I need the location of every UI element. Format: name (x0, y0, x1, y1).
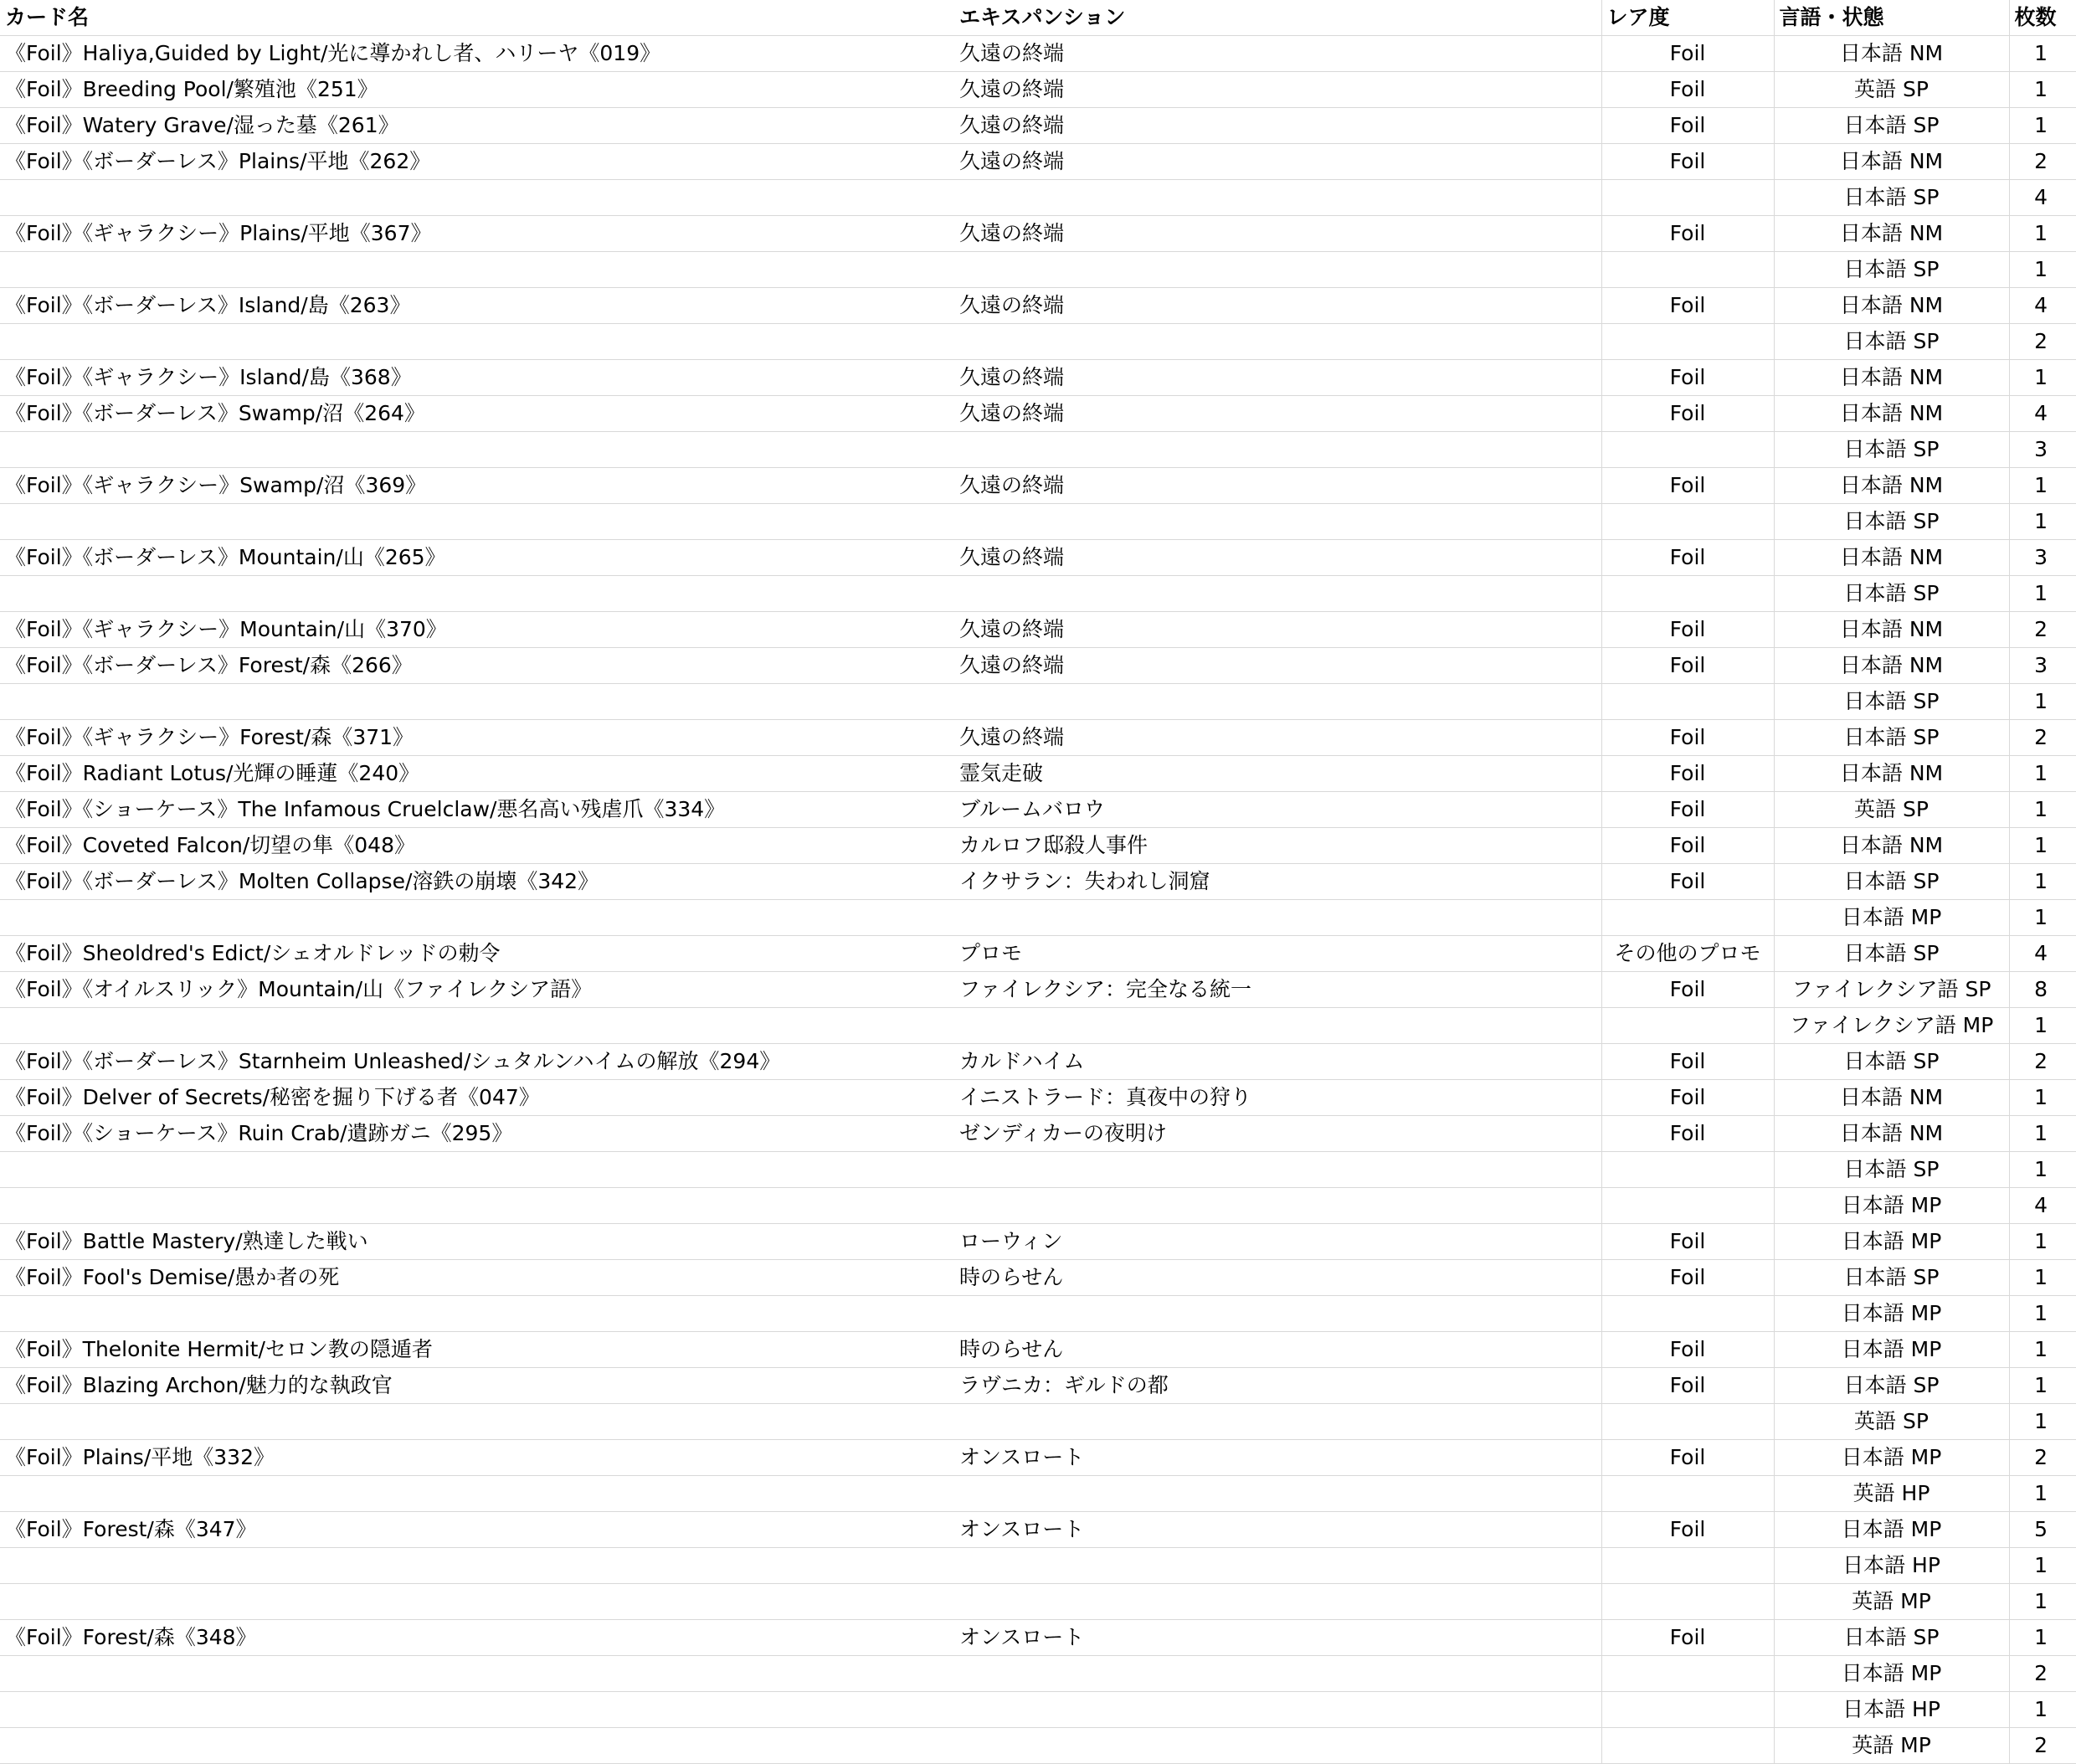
table-row (0, 360, 2076, 396)
cell-card-name[interactable]: 《Foil》《オイルスリック》Mountain/山《ファイレクシア語》 (0, 972, 954, 1008)
cell-rarity[interactable]: Foil (1601, 360, 1774, 396)
header-card-name[interactable]: カード名 (0, 0, 954, 36)
cell-expansion[interactable] (954, 1296, 1601, 1332)
cell-language-condition[interactable]: 日本語 NM (1774, 828, 2009, 864)
cell-expansion[interactable] (954, 1692, 1601, 1728)
table-row (0, 1296, 2076, 1332)
table-row (0, 324, 2076, 360)
cell-rarity[interactable]: Foil (1601, 1044, 1774, 1080)
cell-language-condition[interactable]: 日本語 SP (1774, 1044, 2009, 1080)
cell-quantity[interactable]: 4 (2009, 180, 2076, 216)
table-row (0, 828, 2076, 864)
table-row (0, 1548, 2076, 1584)
cell-language-condition[interactable]: 日本語 SP (1774, 108, 2009, 144)
header-quantity[interactable]: 枚数 (2009, 0, 2076, 36)
cell-rarity[interactable] (1601, 1584, 1774, 1620)
cell-language-condition[interactable]: 日本語 SP (1774, 1152, 2009, 1188)
cell-expansion[interactable] (954, 432, 1601, 468)
table-row (0, 288, 2076, 324)
cell-language-condition[interactable]: 日本語 SP (1774, 720, 2009, 756)
cell-quantity[interactable]: 1 (2009, 756, 2076, 792)
cell-expansion[interactable] (954, 1476, 1601, 1512)
cell-card-name[interactable]: 《Foil》Sheoldred's Edict/シェオルドレッドの勅令 (0, 936, 954, 972)
cell-language-condition[interactable]: 英語 MP (1774, 1584, 2009, 1620)
cell-card-name[interactable]: 《Foil》Battle Mastery/熟達した戦い (0, 1224, 954, 1260)
cell-expansion[interactable]: 久遠の終端 (954, 468, 1601, 504)
table-row (0, 1008, 2076, 1044)
cell-card-name[interactable]: 《Foil》《ショーケース》Ruin Crab/遺跡ガニ《295》 (0, 1116, 954, 1152)
cell-card-name[interactable]: 《Foil》Forest/森《348》 (0, 1620, 954, 1656)
cell-expansion[interactable]: 久遠の終端 (954, 216, 1601, 252)
table-row (0, 504, 2076, 540)
cell-language-condition[interactable]: 日本語 NM (1774, 612, 2009, 648)
cell-quantity[interactable]: 1 (2009, 1260, 2076, 1296)
cell-card-name[interactable]: 《Foil》《ギャラクシー》Forest/森《371》 (0, 720, 954, 756)
cell-language-condition[interactable]: 日本語 NM (1774, 36, 2009, 72)
cell-card-name[interactable] (0, 432, 954, 468)
cell-quantity[interactable]: 1 (2009, 1368, 2076, 1404)
cell-card-name[interactable]: 《Foil》《ボーダーレス》Mountain/山《265》 (0, 540, 954, 576)
cell-language-condition[interactable]: 英語 MP (1774, 1728, 2009, 1764)
cell-quantity[interactable]: 5 (2009, 1512, 2076, 1548)
table-row (0, 1224, 2076, 1260)
cell-language-condition[interactable]: 日本語 NM (1774, 540, 2009, 576)
cell-quantity[interactable]: 1 (2009, 1548, 2076, 1584)
cell-quantity[interactable]: 1 (2009, 1476, 2076, 1512)
cell-rarity[interactable]: Foil (1601, 828, 1774, 864)
cell-card-name[interactable] (0, 324, 954, 360)
cell-quantity[interactable]: 1 (2009, 828, 2076, 864)
cell-language-condition[interactable]: 日本語 SP (1774, 936, 2009, 972)
cell-rarity[interactable] (1601, 252, 1774, 288)
cell-expansion[interactable]: 久遠の終端 (954, 720, 1601, 756)
cell-rarity[interactable] (1601, 684, 1774, 720)
cell-expansion[interactable]: 久遠の終端 (954, 72, 1601, 108)
cell-expansion[interactable]: 久遠の終端 (954, 144, 1601, 180)
cell-expansion[interactable]: ゼンディカーの夜明け (954, 1116, 1601, 1152)
cell-rarity[interactable]: Foil (1601, 36, 1774, 72)
table-row (0, 792, 2076, 828)
table-row (0, 144, 2076, 180)
cell-rarity[interactable]: Foil (1601, 540, 1774, 576)
cell-language-condition[interactable]: ファイレクシア語 SP (1774, 972, 2009, 1008)
cell-language-condition[interactable]: 日本語 NM (1774, 216, 2009, 252)
cell-rarity[interactable]: Foil (1601, 1260, 1774, 1296)
table-row (0, 1260, 2076, 1296)
cell-expansion[interactable]: 久遠の終端 (954, 36, 1601, 72)
cell-language-condition[interactable]: 日本語 NM (1774, 144, 2009, 180)
cell-language-condition[interactable]: 日本語 NM (1774, 288, 2009, 324)
cell-language-condition[interactable]: 日本語 MP (1774, 1332, 2009, 1368)
table-row (0, 576, 2076, 612)
cell-expansion[interactable] (954, 252, 1601, 288)
cell-quantity[interactable]: 1 (2009, 1116, 2076, 1152)
cell-expansion[interactable] (954, 1584, 1601, 1620)
cell-language-condition[interactable]: 日本語 SP (1774, 684, 2009, 720)
cell-quantity[interactable]: 2 (2009, 1656, 2076, 1692)
table-row (0, 1332, 2076, 1368)
cell-card-name[interactable] (0, 504, 954, 540)
cell-language-condition[interactable]: 日本語 NM (1774, 360, 2009, 396)
cell-quantity[interactable]: 2 (2009, 1440, 2076, 1476)
cell-expansion[interactable]: 時のらせん (954, 1332, 1601, 1368)
cell-rarity[interactable]: Foil (1601, 468, 1774, 504)
cell-quantity[interactable]: 2 (2009, 324, 2076, 360)
cell-language-condition[interactable]: 日本語 HP (1774, 1548, 2009, 1584)
cell-card-name[interactable]: 《Foil》Coveted Falcon/切望の隼《048》 (0, 828, 954, 864)
table-row (0, 648, 2076, 684)
cell-language-condition[interactable]: 日本語 MP (1774, 1188, 2009, 1224)
table-row (0, 936, 2076, 972)
table-row (0, 1584, 2076, 1620)
table-row (0, 684, 2076, 720)
cell-rarity[interactable]: Foil (1601, 756, 1774, 792)
cell-language-condition[interactable]: 日本語 SP (1774, 432, 2009, 468)
cell-language-condition[interactable]: 英語 SP (1774, 72, 2009, 108)
cell-quantity[interactable]: 1 (2009, 468, 2076, 504)
cell-expansion[interactable]: 時のらせん (954, 1260, 1601, 1296)
cell-card-name[interactable] (0, 576, 954, 612)
cell-card-name[interactable]: 《Foil》Plains/平地《332》 (0, 1440, 954, 1476)
cell-rarity[interactable]: Foil (1601, 648, 1774, 684)
cell-card-name[interactable]: 《Foil》《ボーダーレス》Forest/森《266》 (0, 648, 954, 684)
cell-rarity[interactable]: Foil (1601, 144, 1774, 180)
cell-quantity[interactable]: 1 (2009, 900, 2076, 936)
cell-card-name[interactable] (0, 1152, 954, 1188)
cell-language-condition[interactable]: 日本語 HP (1774, 1692, 2009, 1728)
cell-quantity[interactable]: 1 (2009, 1404, 2076, 1440)
cell-card-name[interactable] (0, 1656, 954, 1692)
cell-quantity[interactable]: 1 (2009, 792, 2076, 828)
cell-rarity[interactable]: Foil (1601, 396, 1774, 432)
cell-language-condition[interactable]: 日本語 NM (1774, 396, 2009, 432)
cell-quantity[interactable]: 2 (2009, 720, 2076, 756)
cell-rarity[interactable]: Foil (1601, 792, 1774, 828)
cell-rarity[interactable] (1601, 324, 1774, 360)
cell-expansion[interactable]: オンスロート (954, 1512, 1601, 1548)
table-row (0, 972, 2076, 1008)
cell-rarity[interactable]: Foil (1601, 1512, 1774, 1548)
table-row (0, 216, 2076, 252)
table-row (0, 396, 2076, 432)
cell-expansion[interactable]: カルロフ邸殺人事件 (954, 828, 1601, 864)
cell-language-condition[interactable]: 日本語 NM (1774, 1080, 2009, 1116)
cell-rarity[interactable]: Foil (1601, 1620, 1774, 1656)
cell-expansion[interactable]: オンスロート (954, 1440, 1601, 1476)
cell-language-condition[interactable]: 日本語 NM (1774, 468, 2009, 504)
cell-expansion[interactable] (954, 576, 1601, 612)
table-row (0, 1368, 2076, 1404)
cell-expansion[interactable] (954, 180, 1601, 216)
cell-expansion[interactable] (954, 1548, 1601, 1584)
cell-expansion[interactable]: 久遠の終端 (954, 396, 1601, 432)
table-row (0, 1404, 2076, 1440)
cell-language-condition[interactable]: 英語 HP (1774, 1476, 2009, 1512)
cell-language-condition[interactable]: 日本語 SP (1774, 864, 2009, 900)
header-rarity[interactable]: レア度 (1601, 0, 1774, 36)
cell-language-condition[interactable]: 日本語 SP (1774, 252, 2009, 288)
cell-rarity[interactable] (1601, 1728, 1774, 1764)
cell-language-condition[interactable]: 日本語 SP (1774, 504, 2009, 540)
table-row (0, 1512, 2076, 1548)
cell-quantity[interactable]: 3 (2009, 648, 2076, 684)
cell-quantity[interactable]: 1 (2009, 108, 2076, 144)
table-row (0, 180, 2076, 216)
cell-language-condition[interactable]: 日本語 SP (1774, 1260, 2009, 1296)
cell-rarity[interactable] (1601, 900, 1774, 936)
cell-rarity[interactable]: Foil (1601, 1080, 1774, 1116)
cell-card-name[interactable]: 《Foil》Radiant Lotus/光輝の睡蓮《240》 (0, 756, 954, 792)
cell-rarity[interactable] (1601, 1008, 1774, 1044)
cell-card-name[interactable]: 《Foil》《ボーダーレス》Swamp/沼《264》 (0, 396, 954, 432)
cell-quantity[interactable]: 1 (2009, 864, 2076, 900)
header-language-condition[interactable]: 言語・状態 (1774, 0, 2009, 36)
cell-language-condition[interactable]: 日本語 NM (1774, 648, 2009, 684)
cell-expansion[interactable]: ラヴニカ：ギルドの都 (954, 1368, 1601, 1404)
cell-rarity[interactable]: Foil (1601, 1368, 1774, 1404)
cell-rarity[interactable]: Foil (1601, 72, 1774, 108)
header-row (0, 0, 2076, 36)
cell-expansion[interactable]: ローウィン (954, 1224, 1601, 1260)
cell-rarity[interactable] (1601, 504, 1774, 540)
cell-expansion[interactable] (954, 1404, 1601, 1440)
cell-expansion[interactable]: イニストラード：真夜中の狩り (954, 1080, 1601, 1116)
cell-quantity[interactable]: 2 (2009, 1728, 2076, 1764)
cell-expansion[interactable] (954, 684, 1601, 720)
cell-rarity[interactable] (1601, 1656, 1774, 1692)
cell-expansion[interactable]: カルドハイム (954, 1044, 1601, 1080)
cell-language-condition[interactable]: 日本語 SP (1774, 1368, 2009, 1404)
table-row (0, 432, 2076, 468)
cell-card-name[interactable] (0, 1188, 954, 1224)
cell-expansion[interactable] (954, 504, 1601, 540)
cell-rarity[interactable] (1601, 1296, 1774, 1332)
cell-quantity[interactable]: 4 (2009, 288, 2076, 324)
cell-rarity[interactable]: Foil (1601, 108, 1774, 144)
cell-card-name[interactable]: 《Foil》《ギャラクシー》Plains/平地《367》 (0, 216, 954, 252)
cell-rarity[interactable] (1601, 1152, 1774, 1188)
cell-rarity[interactable]: Foil (1601, 216, 1774, 252)
cell-card-name[interactable]: 《Foil》《ボーダーレス》Plains/平地《262》 (0, 144, 954, 180)
cell-card-name[interactable] (0, 1584, 954, 1620)
cell-quantity[interactable]: 1 (2009, 72, 2076, 108)
cell-quantity[interactable]: 1 (2009, 252, 2076, 288)
cell-quantity[interactable]: 1 (2009, 1008, 2076, 1044)
cell-expansion[interactable]: プロモ (954, 936, 1601, 972)
cell-card-name[interactable]: 《Foil》Forest/森《347》 (0, 1512, 954, 1548)
table-row (0, 1440, 2076, 1476)
table-row (0, 900, 2076, 936)
cell-language-condition[interactable]: 日本語 SP (1774, 180, 2009, 216)
cell-language-condition[interactable]: 日本語 MP (1774, 1512, 2009, 1548)
cell-card-name[interactable] (0, 1548, 954, 1584)
cell-card-name[interactable] (0, 1008, 954, 1044)
cell-expansion[interactable] (954, 324, 1601, 360)
table-row (0, 1476, 2076, 1512)
cell-card-name[interactable]: 《Foil》Blazing Archon/魅力的な執政官 (0, 1368, 954, 1404)
cell-expansion[interactable] (954, 1188, 1601, 1224)
table-row (0, 540, 2076, 576)
cell-quantity[interactable]: 2 (2009, 1044, 2076, 1080)
cell-card-name[interactable]: 《Foil》《ギャラクシー》Island/島《368》 (0, 360, 954, 396)
cell-rarity[interactable] (1601, 180, 1774, 216)
cell-language-condition[interactable]: 日本語 MP (1774, 1656, 2009, 1692)
cell-rarity[interactable] (1601, 1404, 1774, 1440)
cell-language-condition[interactable]: 日本語 MP (1774, 1224, 2009, 1260)
cell-quantity[interactable]: 1 (2009, 360, 2076, 396)
table-row (0, 1728, 2076, 1764)
cell-language-condition[interactable]: 日本語 NM (1774, 1116, 2009, 1152)
cell-quantity[interactable]: 1 (2009, 504, 2076, 540)
table-row (0, 864, 2076, 900)
table-row (0, 468, 2076, 504)
cell-quantity[interactable]: 4 (2009, 1188, 2076, 1224)
cell-rarity[interactable]: Foil (1601, 288, 1774, 324)
cell-expansion[interactable]: ファイレクシア：完全なる統一 (954, 972, 1601, 1008)
cell-rarity[interactable]: Foil (1601, 864, 1774, 900)
cell-card-name[interactable] (0, 1728, 954, 1764)
cell-language-condition[interactable]: ファイレクシア語 MP (1774, 1008, 2009, 1044)
cell-expansion[interactable]: 久遠の終端 (954, 288, 1601, 324)
cell-language-condition[interactable]: 英語 SP (1774, 1404, 2009, 1440)
cell-quantity[interactable]: 1 (2009, 1080, 2076, 1116)
cell-quantity[interactable]: 2 (2009, 144, 2076, 180)
cell-card-name[interactable] (0, 1404, 954, 1440)
cell-quantity[interactable]: 3 (2009, 432, 2076, 468)
cell-rarity[interactable]: Foil (1601, 612, 1774, 648)
cell-card-name[interactable]: 《Foil》《ボーダーレス》Island/島《263》 (0, 288, 954, 324)
cell-language-condition[interactable]: 英語 SP (1774, 792, 2009, 828)
cell-rarity[interactable]: その他のプロモ (1601, 936, 1774, 972)
cell-card-name[interactable]: 《Foil》Fool's Demise/愚か者の死 (0, 1260, 954, 1296)
cell-card-name[interactable] (0, 1296, 954, 1332)
table-row (0, 1116, 2076, 1152)
cell-card-name[interactable] (0, 1476, 954, 1512)
cell-expansion[interactable]: 久遠の終端 (954, 540, 1601, 576)
cell-quantity[interactable]: 4 (2009, 936, 2076, 972)
table-row (0, 1692, 2076, 1728)
cell-quantity[interactable]: 1 (2009, 576, 2076, 612)
cell-language-condition[interactable]: 日本語 MP (1774, 1296, 2009, 1332)
cell-rarity[interactable]: Foil (1601, 1116, 1774, 1152)
cell-quantity[interactable]: 4 (2009, 396, 2076, 432)
cell-expansion[interactable] (954, 1656, 1601, 1692)
cell-rarity[interactable] (1601, 432, 1774, 468)
cell-expansion[interactable] (954, 900, 1601, 936)
table-row (0, 1152, 2076, 1188)
header-expansion[interactable]: エキスパンション (954, 0, 1601, 36)
table-row (0, 1620, 2076, 1656)
cell-card-name[interactable]: 《Foil》《ギャラクシー》Mountain/山《370》 (0, 612, 954, 648)
cell-quantity[interactable]: 2 (2009, 612, 2076, 648)
cell-card-name[interactable] (0, 900, 954, 936)
cell-expansion[interactable]: 霊気走破 (954, 756, 1601, 792)
table-row (0, 612, 2076, 648)
cell-quantity[interactable]: 1 (2009, 1692, 2076, 1728)
cell-card-name[interactable]: 《Foil》Delver of Secrets/秘密を掘り下げる者《047》 (0, 1080, 954, 1116)
cell-rarity[interactable] (1601, 1692, 1774, 1728)
cell-card-name[interactable]: 《Foil》Thelonite Hermit/セロン教の隠遁者 (0, 1332, 954, 1368)
table-row (0, 252, 2076, 288)
cell-quantity[interactable]: 1 (2009, 1584, 2076, 1620)
cell-expansion[interactable] (954, 1152, 1601, 1188)
table-row (0, 72, 2076, 108)
table-row (0, 1044, 2076, 1080)
table-row (0, 1080, 2076, 1116)
cell-card-name[interactable]: 《Foil》Breeding Pool/繁殖池《251》 (0, 72, 954, 108)
cell-card-name[interactable]: 《Foil》《ボーダーレス》Molten Collapse/溶鉄の崩壊《342》 (0, 864, 954, 900)
cell-language-condition[interactable]: 日本語 SP (1774, 576, 2009, 612)
cell-quantity[interactable]: 8 (2009, 972, 2076, 1008)
cell-language-condition[interactable]: 日本語 MP (1774, 900, 2009, 936)
cell-card-name[interactable] (0, 684, 954, 720)
cell-rarity[interactable] (1601, 1188, 1774, 1224)
cell-card-name[interactable]: 《Foil》Haliya,Guided by Light/光に導かれし者、ハリーヤ《019》 (0, 36, 954, 72)
cell-card-name[interactable]: 《Foil》《ショーケース》The Infamous Cruelclaw/悪名高い残虐爪《334》 (0, 792, 954, 828)
cell-expansion[interactable]: 久遠の終端 (954, 108, 1601, 144)
cell-expansion[interactable]: 久遠の終端 (954, 648, 1601, 684)
cell-rarity[interactable] (1601, 1548, 1774, 1584)
cell-quantity[interactable]: 3 (2009, 540, 2076, 576)
table-row (0, 756, 2076, 792)
cell-card-name[interactable]: 《Foil》《ギャラクシー》Swamp/沼《369》 (0, 468, 954, 504)
cell-language-condition[interactable]: 日本語 SP (1774, 324, 2009, 360)
table-body (0, 36, 2076, 1764)
cell-quantity[interactable]: 1 (2009, 1152, 2076, 1188)
table-row (0, 720, 2076, 756)
cell-quantity[interactable]: 1 (2009, 1620, 2076, 1656)
cell-card-name[interactable] (0, 180, 954, 216)
cell-card-name[interactable]: 《Foil》《ボーダーレス》Starnheim Unleashed/シュタルンハイムの解放《294》 (0, 1044, 954, 1080)
cell-rarity[interactable] (1601, 576, 1774, 612)
cell-card-name[interactable] (0, 1692, 954, 1728)
cell-quantity[interactable]: 1 (2009, 216, 2076, 252)
cell-rarity[interactable]: Foil (1601, 1440, 1774, 1476)
cell-language-condition[interactable]: 日本語 MP (1774, 1440, 2009, 1476)
cell-quantity[interactable]: 1 (2009, 684, 2076, 720)
cell-card-name[interactable] (0, 252, 954, 288)
cell-card-name[interactable]: 《Foil》Watery Grave/湿った墓《261》 (0, 108, 954, 144)
table-row (0, 108, 2076, 144)
cell-rarity[interactable]: Foil (1601, 1332, 1774, 1368)
cell-expansion[interactable]: 久遠の終端 (954, 612, 1601, 648)
cell-expansion[interactable]: 久遠の終端 (954, 360, 1601, 396)
table-row (0, 1188, 2076, 1224)
cell-expansion[interactable]: ブルームバロウ (954, 792, 1601, 828)
cell-language-condition[interactable]: 日本語 SP (1774, 1620, 2009, 1656)
cell-rarity[interactable] (1601, 1476, 1774, 1512)
table-row (0, 36, 2076, 72)
cell-quantity[interactable]: 1 (2009, 1296, 2076, 1332)
cell-expansion[interactable] (954, 1008, 1601, 1044)
table-row (0, 1656, 2076, 1692)
cell-language-condition[interactable]: 日本語 NM (1774, 756, 2009, 792)
cell-quantity[interactable]: 1 (2009, 1332, 2076, 1368)
cell-quantity[interactable]: 1 (2009, 1224, 2076, 1260)
cell-rarity[interactable]: Foil (1601, 720, 1774, 756)
cell-expansion[interactable] (954, 1728, 1601, 1764)
cell-expansion[interactable]: オンスロート (954, 1620, 1601, 1656)
cell-expansion[interactable]: イクサラン：失われし洞窟 (954, 864, 1601, 900)
cell-quantity[interactable]: 1 (2009, 36, 2076, 72)
cell-rarity[interactable]: Foil (1601, 1224, 1774, 1260)
cell-rarity[interactable]: Foil (1601, 972, 1774, 1008)
